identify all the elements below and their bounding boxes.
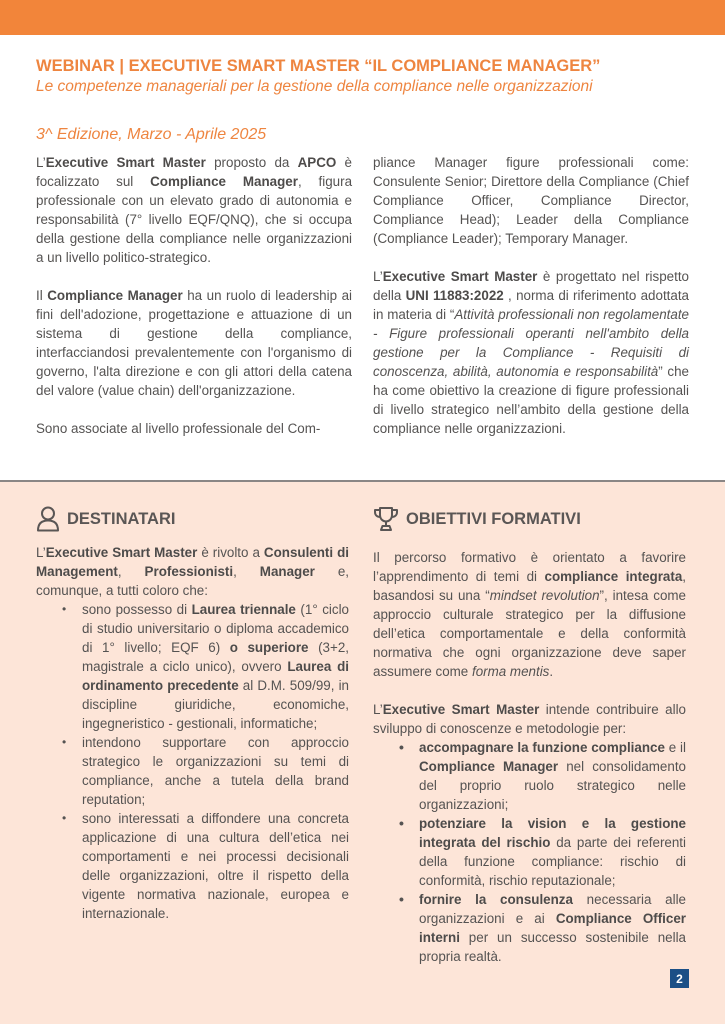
text: (1° ciclo di studio universitario o diploma accademico di 1° livello; EQF 6)	[82, 602, 349, 655]
text: Il	[36, 288, 48, 303]
intro-paragraph-3-start: Sono associate al livello professionale del Com-	[36, 421, 321, 436]
bold-text: APCO	[297, 155, 337, 170]
list-item	[399, 814, 686, 890]
text: L’	[373, 702, 383, 717]
bold-text: Laurea di ordinamento precedente	[82, 659, 349, 693]
italic-text: mindset revolution	[489, 588, 600, 603]
text: proposto da	[205, 155, 298, 170]
italic-text: forma mentis	[471, 664, 550, 679]
italic-text: Attività professionali non regolamentate - Figure professionali operanti nell'ambito della gestione per la Compliance - Requisiti di conoscenza, abilità, autonomia e responsabilità	[373, 307, 689, 379]
text: è progettato nel rispetto della	[373, 269, 690, 303]
text: .	[549, 664, 554, 679]
bold-text: o superiore	[229, 640, 309, 655]
bold-text: Compliance Officer interni	[419, 911, 687, 945]
bold-text: Executive Smart Master	[382, 269, 538, 284]
text: , norma di riferimento adottata in materia di “	[373, 288, 690, 322]
bold-text: Consulenti di Management	[36, 545, 349, 579]
bold-text: UNI 11883:2022	[405, 288, 504, 303]
text: (3+2, magistrale a ciclo unico), ovvero	[82, 640, 349, 674]
text: ”, intesa come approccio culturale strategico per la diffusione dell’etica comportamentale e della conformità normativa che ogni organizzazione deve saper assumere come	[373, 588, 686, 679]
destinatari-intro	[36, 543, 349, 600]
bold-text: Compliance Manager	[150, 174, 298, 189]
bold-text: Executive Smart Master	[382, 702, 540, 717]
bold-text: Compliance Manager	[419, 759, 559, 774]
obiettivi-paragraph-1	[373, 548, 686, 681]
text: , basandosi su una “	[373, 569, 686, 603]
obiettivi-paragraph-2	[373, 700, 686, 738]
text: per un successo sostenibile nella propria realtà.	[419, 930, 686, 964]
text: e il	[664, 740, 686, 755]
obiettivi-list	[399, 738, 686, 966]
document-subtitle: Le competenze manageriali per la gestione della compliance nelle organizzazioni	[36, 78, 593, 95]
document-title: WEBINAR | EXECUTIVE SMART MASTER “IL COMPLIANCE MANAGER”	[36, 57, 601, 75]
bold-text: potenziare la vision e la gestione integrata del rischio	[419, 816, 686, 850]
text: L’	[36, 545, 46, 560]
destinatari-heading-text: DESTINATARI	[67, 509, 176, 528]
text: intende contribuire allo sviluppo di conoscenze e metodologie per:	[373, 702, 686, 736]
list-item	[399, 738, 686, 814]
intro-paragraph-4	[373, 267, 689, 438]
intro-paragraph-1	[36, 153, 352, 267]
list-item	[399, 890, 686, 966]
intro-column-left	[36, 153, 352, 438]
destinatari-list	[62, 600, 349, 923]
edition-heading: 3^ Edizione, Marzo - Aprile 2025	[36, 126, 267, 143]
text: L’	[373, 269, 383, 284]
text: nel consolidamento del proprio ruolo strategico nelle organizzazioni;	[419, 759, 686, 812]
text: L’	[36, 155, 46, 170]
text: sono possesso di	[82, 602, 192, 617]
header-color-bar	[0, 0, 725, 35]
bold-text: Executive Smart Master	[45, 545, 198, 560]
list-item	[62, 600, 349, 733]
text: , figura professionale con un elevato grado di autonomia e responsabilità (7° livello EQF/QNQ), che si occupa della gestione della compliance nelle organizzazioni a un livello politico-strategico.	[36, 174, 353, 265]
list-item: • intendono supportare con approccio strategico le organizzazioni su temi di compliance, anche a tutela della brand reputation;	[62, 733, 349, 809]
bold-text: fornire la consulenza	[419, 892, 573, 907]
text: è rivolto a	[197, 545, 264, 560]
trophy-icon	[373, 506, 399, 532]
intro-column-right	[373, 153, 689, 438]
intro-paragraph-2	[36, 286, 352, 400]
bold-text: Professionisti	[144, 564, 234, 579]
text: Il percorso formativo è orientato a favorire l’apprendimento di temi di	[373, 550, 686, 584]
text: al D.M. 509/99, in discipline giuridiche, economiche, ingegneristico - gestionali, informatiche;	[82, 678, 349, 731]
text: è focalizzato sul	[36, 155, 353, 189]
bold-text: Compliance Manager	[47, 288, 183, 303]
bold-text: Laurea triennale	[191, 602, 296, 617]
bold-text: Executive Smart Master	[45, 155, 206, 170]
text: e, comunque, a tutti coloro che:	[36, 564, 349, 598]
obiettivi-section	[373, 548, 686, 966]
intro-paragraph-3-continued: pliance Manager figure professionali come: Consulente Senior; Direttore della Compliance (Chief Compliance Officer, Compliance Director, Compliance Head); Leader della Compliance (Compliance Leader); Temporary Manager.	[373, 155, 689, 246]
list-item: • sono interessati a diffondere una concreta applicazione di una cultura dell’etica nei comportamenti e nei processi decisionali delle organizzazioni, oltre il rispetto della vigente normativa nazionale, europea e internazionale.	[62, 809, 349, 923]
text: ” che ha come obiettivo la creazione di figure professionali di livello strategico nell’ambito della gestione della compliance nelle organizzazioni.	[373, 364, 689, 436]
destinatari-section	[36, 543, 349, 923]
obiettivi-heading	[373, 506, 581, 532]
text: da parte dei referenti della funzione compliance: rischio di conformità, rischio reputazionale;	[419, 835, 686, 888]
destinatari-heading	[36, 506, 175, 532]
bold-text: accompagnare la funzione compliance	[419, 740, 665, 755]
bold-text: compliance integrata	[544, 569, 683, 584]
bold-text: Manager	[259, 564, 315, 579]
text: necessaria alle organizzazioni e ai	[419, 892, 686, 926]
user-icon	[36, 506, 60, 532]
page-number-badge: 2	[670, 969, 689, 988]
text: ,	[233, 564, 260, 579]
obiettivi-heading-text: OBIETTIVI FORMATIVI	[406, 509, 581, 528]
text: ha un ruolo di leadership ai fini dell'adozione, progettazione e attuazione di un sistema di gestione della compliance, interfacciandosi prevalentemente con l'organismo di governo, l'alta direzione e con gli attori della catena del valore (value chain) dell'organizzazione.	[36, 288, 352, 398]
text: ,	[117, 564, 145, 579]
